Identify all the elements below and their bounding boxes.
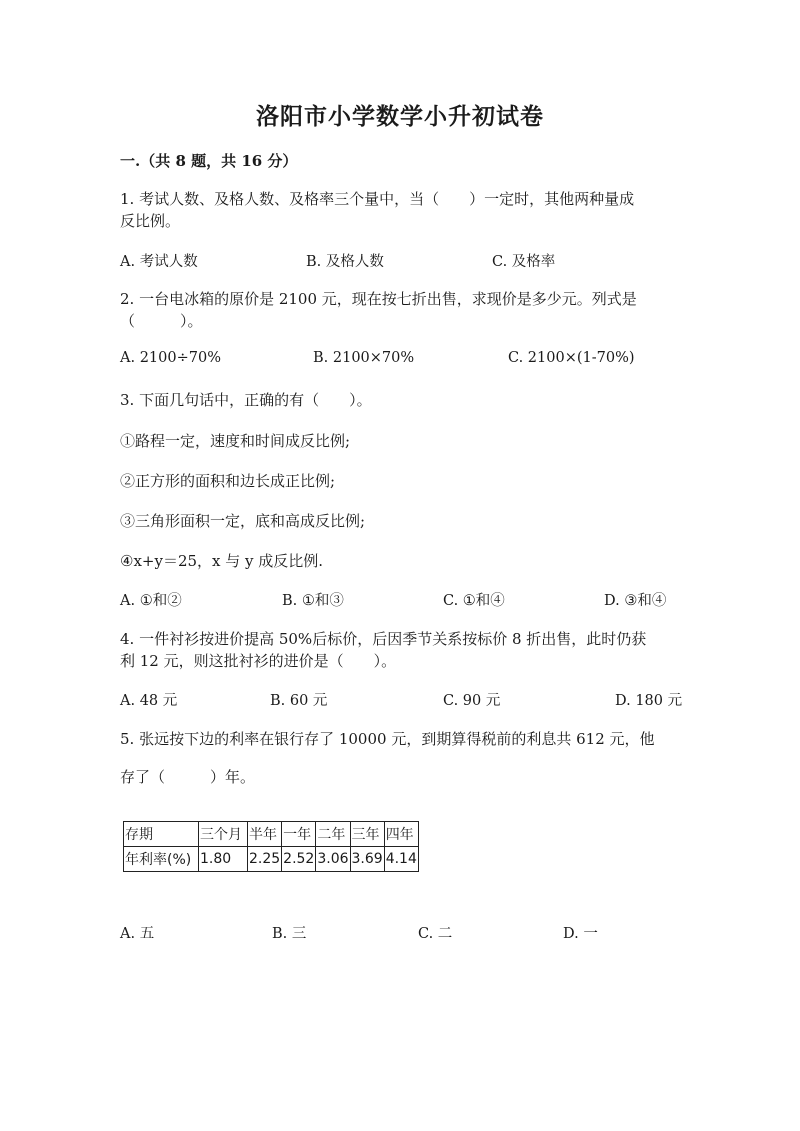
q5-stem-line-1: 5. 张远按下边的利率在银行存了 10000 元，到期算得税前的利息共 612 元，他 bbox=[120, 730, 655, 748]
q3-option-a: A. ①和② bbox=[120, 593, 182, 609]
q5-option-a: A. 五 bbox=[120, 926, 155, 942]
q3-option-b: B. ①和③ bbox=[282, 593, 344, 609]
q4-stem-line-2: 利 12 元，则这批衬衫的进价是（ ）。 bbox=[120, 652, 397, 670]
q3-option-d: D. ③和④ bbox=[604, 593, 667, 609]
q3-statement-2: ②正方形的面积和边长成正比例; bbox=[120, 472, 336, 490]
q1-option-b: B. 及格人数 bbox=[306, 254, 384, 270]
q1-stem-line-1: 1. 考试人数、及格人数、及格率三个量中，当（ ）一定时，其他两种量成 bbox=[120, 190, 635, 208]
q4-option-c: C. 90 元 bbox=[443, 693, 501, 709]
page-title: 洛阳市小学数学小升初试卷 bbox=[256, 103, 544, 130]
q3-statement-3: ③三角形面积一定，底和高成反比例; bbox=[120, 512, 366, 530]
q4-option-d: D. 180 元 bbox=[615, 693, 683, 709]
q5-stem-line-2: 存了（ ）年。 bbox=[120, 768, 256, 786]
interest-rate-table bbox=[123, 821, 419, 872]
q2-stem-line-1: 2. 一台电冰箱的原价是 2100 元，现在按七折出售，求现价是多少元。列式是 bbox=[120, 290, 637, 308]
table-cell: 半年 bbox=[248, 822, 282, 847]
q2-option-c: C. 2100×(1-70%) bbox=[508, 350, 635, 366]
table-cell: 3.69 bbox=[350, 847, 384, 872]
q5-option-b: B. 三 bbox=[272, 926, 307, 942]
table-row bbox=[124, 847, 419, 872]
q1-stem-line-2: 反比例。 bbox=[120, 212, 181, 230]
q2-option-b: B. 2100×70% bbox=[313, 350, 415, 366]
table-cell: 三年 bbox=[350, 822, 384, 847]
q3-option-c: C. ①和④ bbox=[443, 593, 505, 609]
q3-statement-4: ④x+y＝25，x 与 y 成反比例. bbox=[120, 552, 324, 570]
q3-stem: 3. 下面几句话中，正确的有（ ）。 bbox=[120, 391, 372, 409]
q2-option-a: A. 2100÷70% bbox=[120, 350, 221, 366]
q3-statement-1: ①路程一定，速度和时间成反比例; bbox=[120, 432, 351, 450]
table-cell: 3.06 bbox=[316, 847, 350, 872]
q1-option-a: A. 考试人数 bbox=[120, 254, 198, 270]
section-heading: 一.（共 8 题，共 16 分） bbox=[120, 152, 298, 170]
table-cell: 年利率(%) bbox=[124, 847, 199, 872]
q1-option-c: C. 及格率 bbox=[492, 254, 556, 270]
q4-option-a: A. 48 元 bbox=[120, 693, 178, 709]
q5-option-d: D. 一 bbox=[563, 926, 598, 942]
table-cell: 二年 bbox=[316, 822, 350, 847]
table-cell: 一年 bbox=[282, 822, 316, 847]
table-cell: 存期 bbox=[124, 822, 199, 847]
table-cell: 4.14 bbox=[384, 847, 418, 872]
q4-stem-line-1: 4. 一件衬衫按进价提高 50%后标价，后因季节关系按标价 8 折出售，此时仍获 bbox=[120, 630, 647, 648]
table-cell: 三个月 bbox=[199, 822, 248, 847]
table-cell: 1.80 bbox=[199, 847, 248, 872]
table-cell: 2.25 bbox=[248, 847, 282, 872]
q4-option-b: B. 60 元 bbox=[270, 693, 328, 709]
table-cell: 四年 bbox=[384, 822, 418, 847]
table-cell: 2.52 bbox=[282, 847, 316, 872]
q5-option-c: C. 二 bbox=[418, 926, 453, 942]
q2-stem-line-2: （ ）。 bbox=[120, 312, 203, 330]
table-header-row bbox=[124, 822, 419, 847]
